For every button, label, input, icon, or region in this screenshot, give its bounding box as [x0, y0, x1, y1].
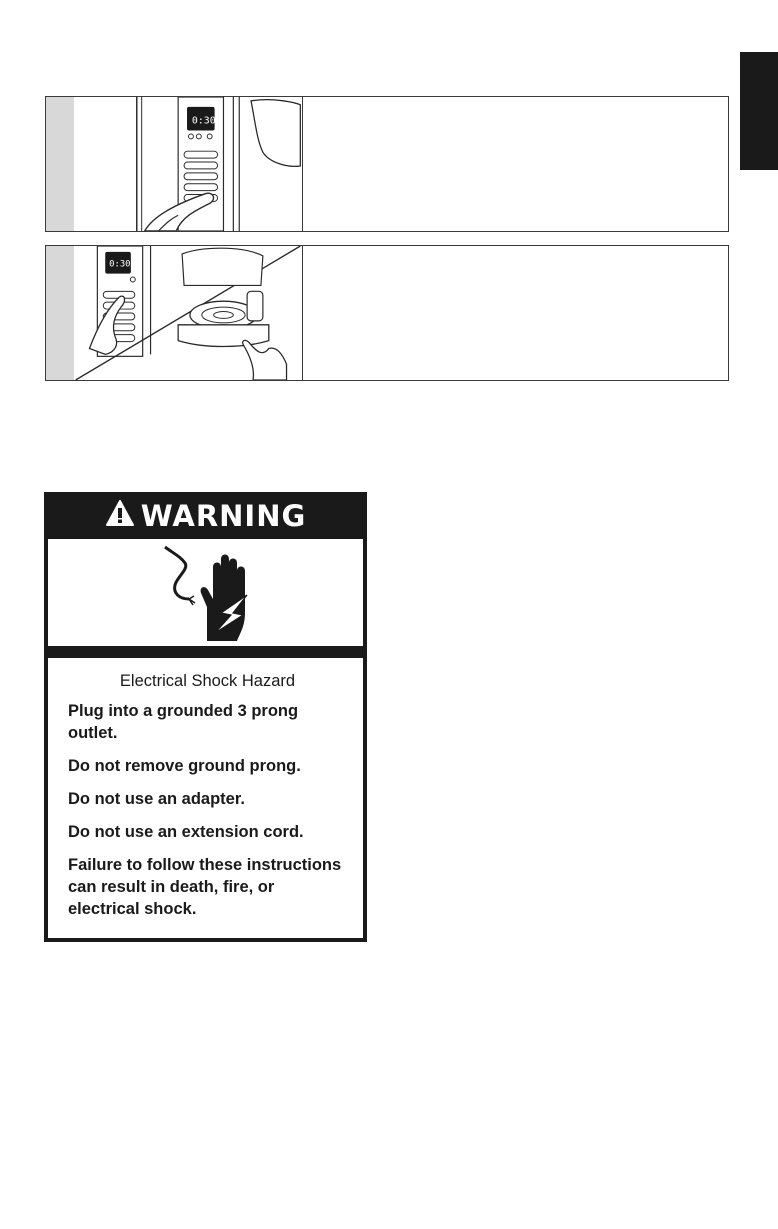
step-text-area [302, 246, 728, 380]
hazard-heading: Electrical Shock Hazard [119, 672, 296, 690]
svg-text:0:30: 0:30 [109, 259, 131, 270]
svg-text:0:30: 0:30 [191, 115, 216, 127]
step-row-1 [45, 96, 729, 232]
step-text-area [302, 97, 728, 231]
warning-triangle-icon [105, 499, 135, 532]
warning-symbol-box [48, 539, 363, 646]
warning-instruction: Do not use an extension cord. [68, 823, 304, 841]
step-row-2 [45, 245, 729, 381]
warning-title: WARNING [140, 498, 307, 533]
control-panel-press-illustration [74, 97, 302, 231]
warning-instruction: Failure to follow these instructions can result in death, fire, or electrical shock. [68, 856, 342, 918]
language-tab [740, 52, 778, 170]
warning-instruction: Plug into a grounded 3 prong outlet. [68, 702, 299, 742]
step-illustration-control-panel [74, 97, 303, 231]
electrical-shock-hand-icon [151, 541, 261, 645]
step-number-strip [46, 246, 74, 380]
warning-instruction: Do not remove ground prong. [68, 757, 301, 775]
warning-instruction: Do not use an adapter. [68, 790, 245, 808]
warning-text-box [48, 658, 363, 938]
warning-header [44, 492, 367, 539]
step-illustration-carafe [74, 246, 303, 380]
step-number-strip [46, 97, 74, 231]
carafe-insert-illustration [74, 246, 302, 380]
warning-panel [44, 492, 367, 942]
